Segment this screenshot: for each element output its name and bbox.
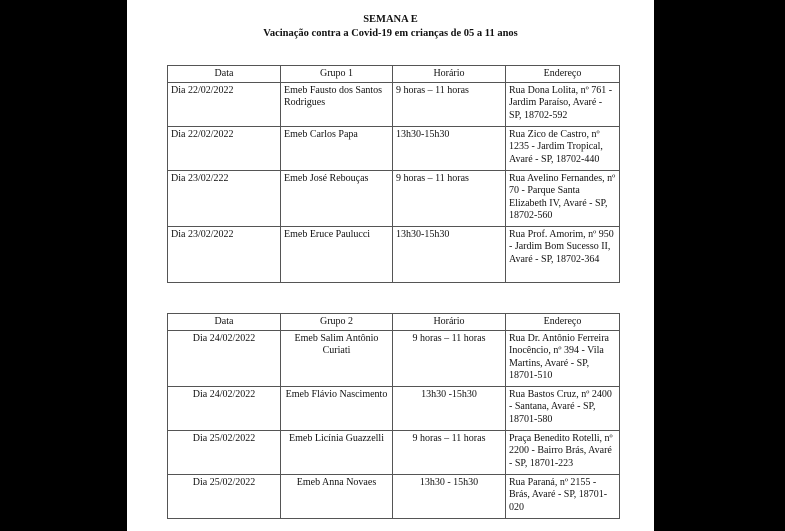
- table-row: [168, 227, 620, 283]
- date-cell: Dia 25/02/2022: [168, 475, 281, 519]
- time-cell: 9 horas – 11 horas: [393, 171, 506, 227]
- address-cell: Praça Benedito Rotelli, nº 2200 - Bairro Brás, Avaré - SP, 18701-223: [506, 431, 620, 475]
- date-cell: Dia 23/02/222: [168, 171, 281, 227]
- address-cell: Rua Prof. Amorim, nº 950 - Jardim Bom Sucesso II, Avaré - SP, 18702-364: [506, 227, 620, 283]
- column-header-group: Grupo 1: [281, 66, 393, 83]
- date-cell: Dia 22/02/2022: [168, 127, 281, 171]
- table-row: [168, 127, 620, 171]
- time-cell: 9 horas – 11 horas: [393, 431, 506, 475]
- date-cell: Dia 24/02/2022: [168, 387, 281, 431]
- time-cell: 13h30-15h30: [393, 227, 506, 283]
- document-title: SEMANA E: [363, 14, 418, 25]
- column-header-group: Grupo 2: [281, 314, 393, 331]
- time-cell: 9 horas – 11 horas: [393, 331, 506, 387]
- column-header-date: Data: [168, 314, 281, 331]
- schedule-table-group-1: [167, 65, 620, 283]
- time-cell: 13h30-15h30: [393, 127, 506, 171]
- time-cell: 13h30 -15h30: [393, 387, 506, 431]
- school-cell: Emeb Eruce Paulucci: [281, 227, 393, 283]
- address-cell: Rua Bastos Cruz, nº 2400 - Santana, Avaré - SP, 18701-580: [506, 387, 620, 431]
- schedule-table-group-2: [167, 313, 620, 519]
- column-header-address: Endereço: [506, 66, 620, 83]
- table-header-row: [168, 66, 620, 83]
- address-cell: Rua Dona Lolita, nº 761 - Jardim Paraíso, Avaré - SP, 18702-592: [506, 83, 620, 127]
- school-cell: Emeb Licínia Guazzelli: [281, 431, 393, 475]
- school-cell: Emeb Carlos Papa: [281, 127, 393, 171]
- school-cell: Emeb Salim Antônio Curiati: [281, 331, 393, 387]
- school-cell: Emeb Flávio Nascimento: [281, 387, 393, 431]
- table-row: [168, 171, 620, 227]
- column-header-time: Horário: [393, 66, 506, 83]
- table-row: [168, 431, 620, 475]
- address-cell: Rua Avelino Fernandes, nº 70 - Parque Santa Elizabeth IV, Avaré - SP, 18702-560: [506, 171, 620, 227]
- date-cell: Dia 22/02/2022: [168, 83, 281, 127]
- document-subtitle: Vacinação contra a Covid-19 em crianças de 05 a 11 anos: [263, 28, 518, 39]
- address-cell: Rua Zico de Castro, nº 1235 - Jardim Tropical, Avaré - SP, 18702-440: [506, 127, 620, 171]
- address-cell: Rua Paraná, nº 2155 - Brás, Avaré - SP, 18701-020: [506, 475, 620, 519]
- table-row: [168, 83, 620, 127]
- school-cell: Emeb José Rebouças: [281, 171, 393, 227]
- column-header-address: Endereço: [506, 314, 620, 331]
- table-header-row: [168, 314, 620, 331]
- table-row: [168, 331, 620, 387]
- time-cell: 13h30 - 15h30: [393, 475, 506, 519]
- date-cell: Dia 23/02/2022: [168, 227, 281, 283]
- school-cell: Emeb Fausto dos Santos Rodrigues: [281, 83, 393, 127]
- table-row: [168, 387, 620, 431]
- column-header-date: Data: [168, 66, 281, 83]
- column-header-time: Horário: [393, 314, 506, 331]
- address-cell: Rua Dr. Antônio Ferreira Inocêncio, nº 394 - Vila Martins, Avaré - SP, 18701-510: [506, 331, 620, 387]
- table-row: [168, 475, 620, 519]
- document-page: [127, 0, 654, 531]
- date-cell: Dia 25/02/2022: [168, 431, 281, 475]
- time-cell: 9 horas – 11 horas: [393, 83, 506, 127]
- date-cell: Dia 24/02/2022: [168, 331, 281, 387]
- school-cell: Emeb Anna Novaes: [281, 475, 393, 519]
